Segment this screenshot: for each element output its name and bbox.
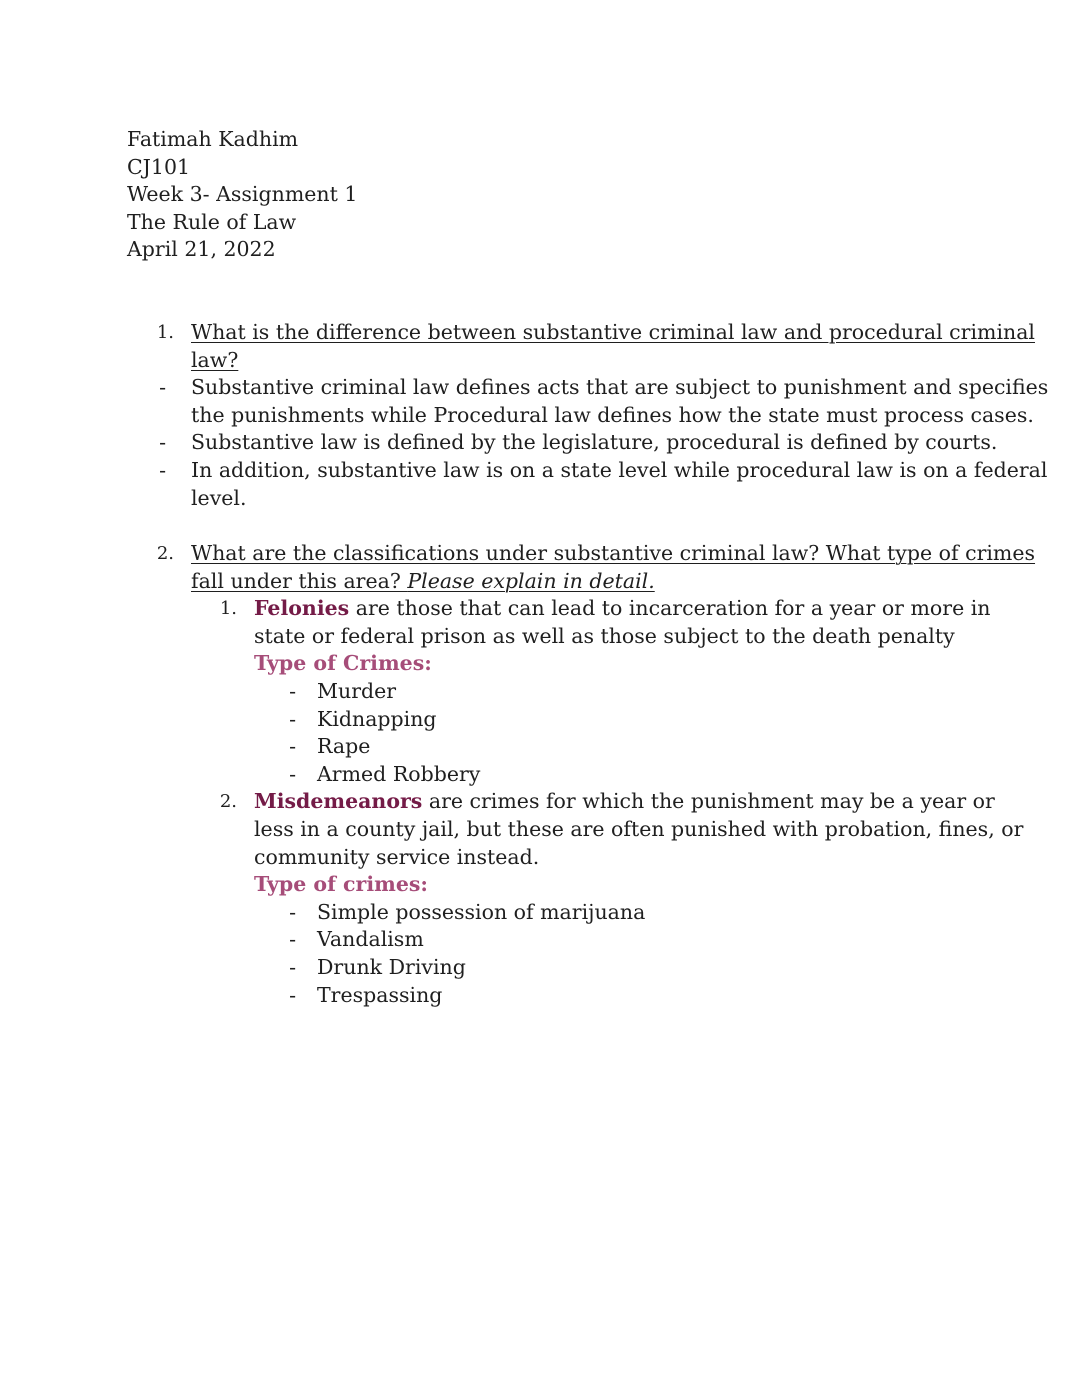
- list-item: [0, 678, 1080, 706]
- assignment-topic: The Rule of Law: [127, 209, 297, 234]
- answer-1-text-line-1: Substantive criminal law defines acts that are subject to punishment and specifies: [191, 375, 1049, 400]
- question-2: [0, 540, 1080, 1009]
- felonies-number: 1.: [219, 598, 237, 620]
- misdemeanors-number: 2.: [219, 791, 237, 813]
- assignment-date: April 21, 2022: [127, 237, 276, 262]
- misdemeanors-line-2: [0, 816, 1080, 844]
- felonies-crimes-heading: Type of Crimes:: [254, 651, 432, 676]
- list-item: [0, 899, 1080, 927]
- misdemeanors-desc-line-3: community service instead.: [254, 844, 540, 869]
- misdemeanors-desc-line-1: are crimes for which the punishment may be a year or: [422, 789, 995, 814]
- bullet-dash: -: [289, 899, 296, 924]
- felonies-line-2: [0, 623, 1080, 651]
- question-2-line-1: [0, 540, 1080, 568]
- bullet-dash: -: [159, 457, 166, 482]
- bullet-dash: -: [289, 927, 296, 952]
- answer-2-line-1: [0, 429, 1080, 457]
- assignment-title: Week 3- Assignment 1: [127, 182, 358, 207]
- felonies-desc-line-2: state or federal prison as well as those subject to the death penalty: [254, 623, 955, 648]
- answer-3-line-2: [0, 485, 1080, 513]
- student-name: Fatimah Kadhim: [127, 127, 299, 151]
- bullet-dash: -: [289, 734, 296, 759]
- felony-crime: Kidnapping: [317, 706, 437, 731]
- list-item: [0, 706, 1080, 734]
- answer-1-line-2: [0, 402, 1080, 430]
- document-header: [127, 126, 357, 264]
- answer-3-line-1: [0, 457, 1080, 485]
- bullet-dash: -: [159, 430, 166, 455]
- felonies-desc-line-1: are those that can lead to incarceration for a year or more in: [349, 596, 991, 621]
- answer-1-line-1: [0, 374, 1080, 402]
- misdemeanors-desc-line-2: less in a county jail, but these are often punished with probation, fines, or: [254, 816, 1024, 841]
- question-2-plain: fall under this area?: [191, 568, 408, 593]
- answer-3-text-line-1: In addition, substantive law is on a state level while procedural law is on a federal: [191, 457, 1048, 482]
- bullet-dash: -: [289, 954, 296, 979]
- list-item: [0, 926, 1080, 954]
- question-1-text-line-1: What is the difference between substantive criminal law and procedural criminal: [191, 320, 1035, 344]
- bullet-dash: -: [289, 678, 296, 703]
- bullet-dash: -: [159, 375, 166, 400]
- misdemeanors-term: Misdemeanors: [254, 789, 423, 814]
- list-item: [0, 733, 1080, 761]
- misdemeanors-line-1: [0, 788, 1080, 816]
- question-1-line-1: [0, 319, 1080, 347]
- question-2-text-line-1: What are the classifications under substantive criminal law? What type of crimes: [191, 541, 1036, 565]
- bullet-dash: -: [289, 761, 296, 786]
- felony-crime: Armed Robbery: [317, 761, 481, 786]
- answer-2-text-line-1: Substantive law is defined by the legislature, procedural is defined by courts.: [191, 430, 998, 455]
- list-item: [0, 954, 1080, 982]
- question-2-number: 2.: [156, 543, 174, 564]
- answer-3-text-line-2: level.: [191, 485, 247, 510]
- list-item: [0, 761, 1080, 789]
- misdemeanors-line-3: [0, 844, 1080, 872]
- bullet-dash: -: [289, 982, 296, 1007]
- bullet-dash: -: [289, 706, 296, 731]
- felonies-crimes-heading-row: [0, 650, 1080, 678]
- misdemeanors-crimes-heading: Type of crimes:: [254, 872, 428, 897]
- question-1-text-line-2: law?: [191, 347, 239, 372]
- misdemeanor-crime: Simple possession of marijuana: [317, 899, 646, 924]
- course-code: CJ101: [127, 154, 191, 179]
- felonies-term: Felonies: [254, 596, 350, 621]
- question-2-line-2: [0, 568, 1080, 596]
- answer-1-text-line-2: the punishments while Procedural law defines how the state must process cases.: [191, 402, 1034, 427]
- misdemeanor-crime: Drunk Driving: [317, 954, 466, 979]
- felonies-line-1: [0, 595, 1080, 623]
- question-2-italic: Please explain in detail.: [407, 568, 655, 593]
- question-2-text-line-2: [191, 568, 655, 596]
- misdemeanor-crime: Trespassing: [317, 982, 443, 1007]
- list-item: [0, 982, 1080, 1010]
- question-1: [0, 319, 1080, 512]
- question-1-number: 1.: [156, 322, 174, 343]
- question-1-line-2: [0, 347, 1080, 375]
- misdemeanors-crimes-heading-row: [0, 871, 1080, 899]
- felony-crime: Rape: [317, 734, 371, 759]
- felony-crime: Murder: [317, 678, 397, 703]
- misdemeanor-crime: Vandalism: [317, 927, 424, 952]
